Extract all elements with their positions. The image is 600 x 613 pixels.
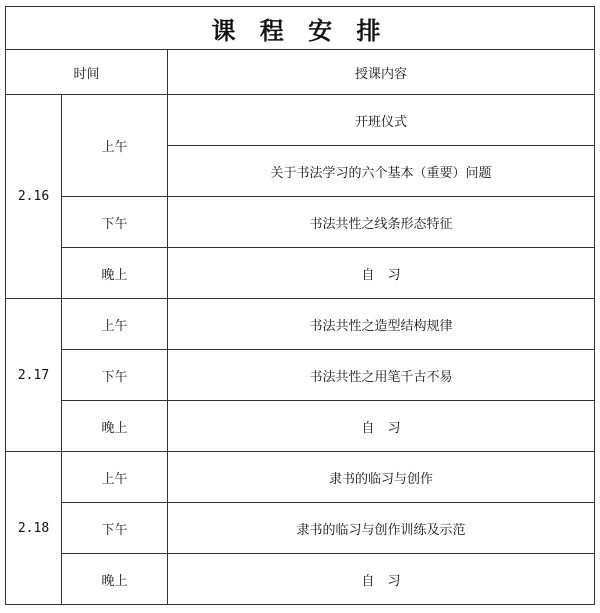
content-cell: 自 习 — [168, 248, 595, 299]
content-cell: 书法共性之线条形态特征 — [168, 197, 595, 248]
table-row — [6, 554, 595, 605]
schedule-document — [5, 6, 595, 607]
table-row — [6, 248, 595, 299]
table-row — [6, 452, 595, 503]
date-cell: 2.17 — [6, 299, 62, 452]
table-row — [6, 350, 595, 401]
date-cell: 2.16 — [6, 95, 62, 299]
table-row — [6, 197, 595, 248]
content-cell: 书法共性之造型结构规律 — [168, 299, 595, 350]
period-cell: 晚上 — [62, 248, 168, 299]
schedule-table — [5, 6, 595, 605]
header-content: 授课内容 — [168, 50, 595, 95]
table-row — [6, 401, 595, 452]
period-cell: 上午 — [62, 299, 168, 350]
content-cell: 开班仪式 — [168, 95, 595, 146]
content-cell: 书法共性之用笔千古不易 — [168, 350, 595, 401]
table-row — [6, 95, 595, 146]
table-row — [6, 299, 595, 350]
period-cell: 晚上 — [62, 401, 168, 452]
content-cell: 自 习 — [168, 554, 595, 605]
header-row — [6, 50, 595, 95]
period-cell: 下午 — [62, 350, 168, 401]
date-cell: 2.18 — [6, 452, 62, 605]
period-cell: 晚上 — [62, 554, 168, 605]
table-row — [6, 503, 595, 554]
header-time: 时间 — [6, 50, 168, 95]
content-cell: 隶书的临习与创作 — [168, 452, 595, 503]
period-cell: 上午 — [62, 452, 168, 503]
period-cell: 上午 — [62, 95, 168, 197]
period-cell: 下午 — [62, 503, 168, 554]
content-cell: 自 习 — [168, 401, 595, 452]
title-row — [6, 7, 595, 50]
content-cell: 隶书的临习与创作训练及示范 — [168, 503, 595, 554]
period-cell: 下午 — [62, 197, 168, 248]
content-cell: 关于书法学习的六个基本（重要）问题 — [168, 146, 595, 197]
schedule-title: 课 程 安 排 — [6, 7, 595, 50]
